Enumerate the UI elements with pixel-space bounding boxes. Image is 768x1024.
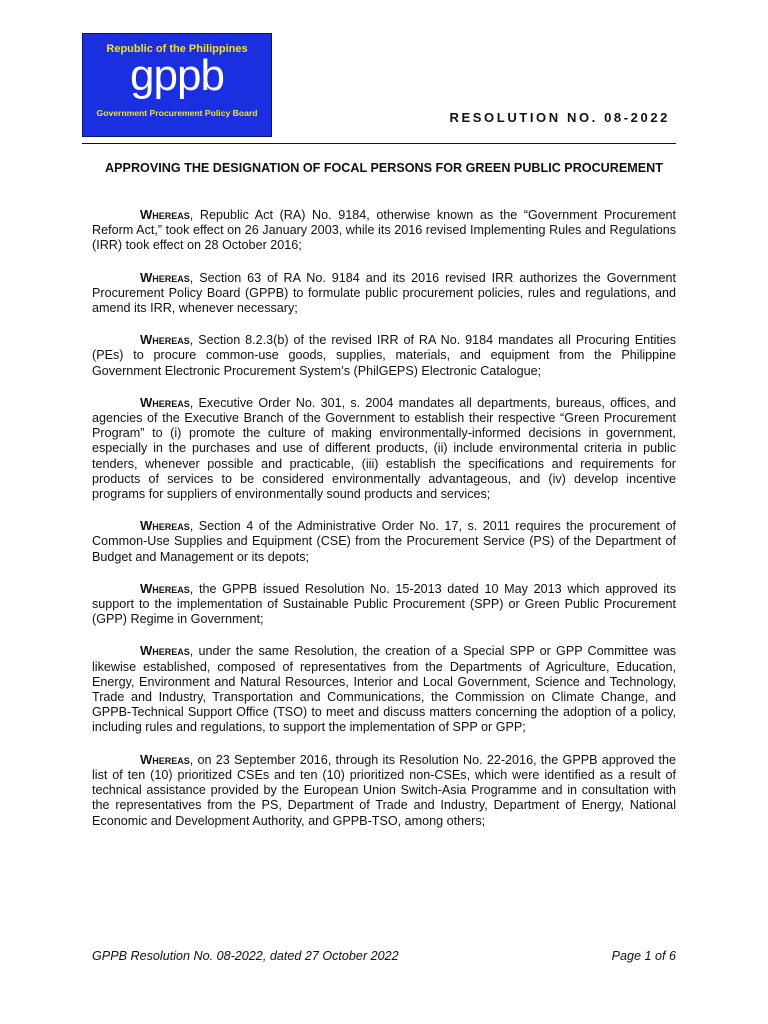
paragraph-text: , Republic Act (RA) No. 9184, otherwise known as the “Government Procurement Reform Act,” took effect on 26 January 2003, while its 2016 revised Implementing Rules and Regulations (IRR) took effect on 28 October 2016;: [92, 208, 676, 253]
paragraph-text: , Section 8.2.3(b) of the revised IRR of RA No. 9184 mandates all Procuring Entities (PEs) to procure common-use goods, supplies, materials, and equipment from the Philippine Government Electronic Procurement System’s (PhilGEPS) Electronic Catalogue;: [92, 333, 676, 378]
document-title: APPROVING THE DESIGNATION OF FOCAL PERSONS FOR GREEN PUBLIC PROCUREMENT: [105, 161, 663, 175]
paragraph-text: , Section 4 of the Administrative Order No. 17, s. 2011 requires the procurement of Common-Use Supplies and Equipment (CSE) from the Procurement Service (PS) of the Department of Budget and Management or its depots;: [92, 519, 676, 564]
logo-republic-text: Republic of the Philippines: [106, 43, 248, 55]
whereas-label: Whereas: [140, 269, 190, 285]
whereas-paragraph: [92, 332, 676, 379]
paragraph-text: , Section 63 of RA No. 9184 and its 2016 revised IRR authorizes the Government Procurement Policy Board (GPPB) to formulate public procurement policies, rules and regulations, and amend its IRR, whenever necessary;: [92, 270, 676, 316]
whereas-paragraph: [92, 395, 676, 502]
whereas-paragraph: [92, 752, 676, 829]
header-divider: [82, 143, 676, 144]
footer-resolution-reference: GPPB Resolution No. 08-2022, dated 27 October 2022: [92, 949, 399, 963]
whereas-paragraph: [92, 581, 676, 628]
gppb-mark-icon: [83, 56, 271, 106]
whereas-paragraph: [92, 518, 676, 565]
paragraph-text: , on 23 September 2016, through its Resolution No. 22-2016, the GPPB approved the list of ten (10) prioritized CSEs and ten (10) prioritized non-CSEs, which were identified as a result of technical assistance provided by the European Union Switch-Asia Programme and in consultation with the representatives from the PS, Department of Trade and Industry, Department of Energy, National Economic and Development Authority, and GPPB-TSO, among others;: [92, 752, 676, 828]
resolution-number: RESOLUTION NO. 08-2022: [449, 110, 670, 125]
whereas-paragraph: [92, 643, 676, 735]
whereas-label: Whereas: [140, 580, 190, 596]
whereas-label: Whereas: [140, 518, 190, 534]
gppb-logo: [82, 33, 272, 137]
document-body: [92, 207, 676, 845]
whereas-label: Whereas: [140, 643, 190, 659]
whereas-paragraph: [92, 207, 676, 254]
whereas-label: Whereas: [140, 394, 190, 410]
paragraph-text: , under the same Resolution, the creation of a Special SPP or GPP Committee was likewise established, composed of representatives from the Departments of Agriculture, Education, Energy, Environment and Natural Resources, Interior and Local Government, Science and Technology, Trade and Industry, Transportation and Communications, the Commission on Climate Change, and GPPB-Technical Support Office (TSO) to meet and discuss matters concerning the adoption of a policy, including rules and regulations, to support the implementation of SPP or GPP;: [92, 644, 676, 735]
paragraph-text: , the GPPB issued Resolution No. 15-2013 dated 10 May 2013 which approved its support to the implementation of Sustainable Public Procurement (SPP) or Green Public Procurement (GPP) Regime in Government;: [92, 581, 676, 627]
logo-board-text: Government Procurement Policy Board: [96, 108, 258, 118]
page-footer: [92, 949, 676, 963]
logo-mark-text: gppb: [130, 56, 224, 100]
whereas-label: Whereas: [140, 751, 190, 767]
whereas-label: Whereas: [140, 207, 190, 222]
whereas-label: Whereas: [140, 332, 190, 348]
page-number: Page 1 of 6: [611, 949, 676, 963]
paragraph-text: , Executive Order No. 301, s. 2004 mandates all departments, bureaus, offices, and agencies of the Executive Branch of the Government to establish their respective “Green Procurement Program” to (i) promote the culture of making environmentally-informed decisions in government, especially in the purchases and use of different products, (ii) include environmental criteria in public tenders, whenever possible and practicable, (iii) establish the specifications and requirements for products of services to be considered environmentally advantageous, and (iv) develop incentive programs for suppliers of environmentally sound products and services;: [92, 395, 676, 502]
whereas-paragraph: [92, 270, 676, 317]
